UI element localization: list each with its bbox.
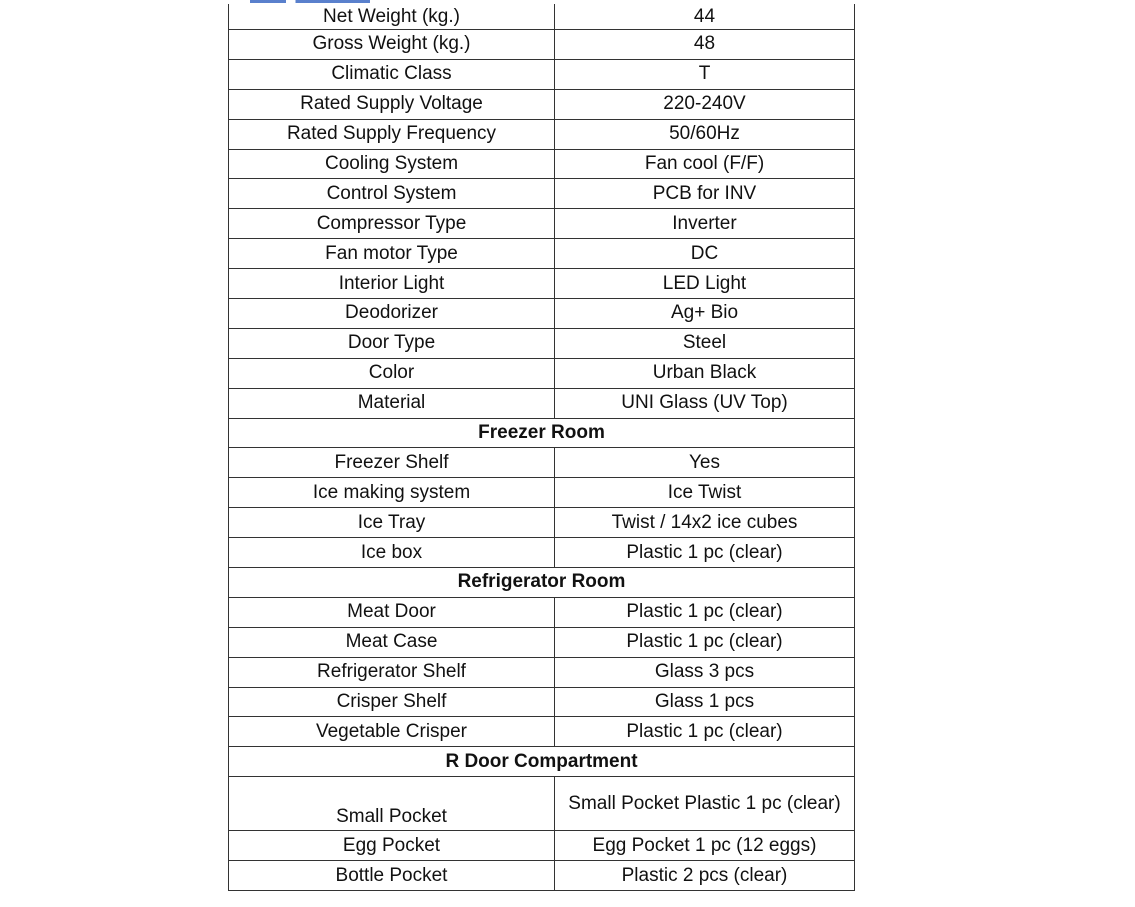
spec-label: Ice making system [229, 478, 555, 508]
spec-label: Fan motor Type [229, 239, 555, 269]
spec-value: Twist / 14x2 ice cubes [555, 508, 855, 538]
spec-value: Small Pocket Plastic 1 pc (clear) [555, 777, 855, 831]
spec-value: T [555, 59, 855, 89]
spec-value: 44 [555, 4, 855, 30]
table-row [229, 777, 855, 831]
spec-value: Plastic 1 pc (clear) [555, 597, 855, 627]
spec-value: UNI Glass (UV Top) [555, 388, 855, 418]
spec-value: Ice Twist [555, 478, 855, 508]
section-heading: R Door Compartment [229, 747, 855, 777]
section-row-freezer [229, 418, 855, 448]
spec-value: 48 [555, 30, 855, 60]
table-row [229, 627, 855, 657]
table-row [229, 831, 855, 861]
table-row [229, 328, 855, 358]
table-row [229, 4, 855, 30]
spec-value: Fan cool (F/F) [555, 149, 855, 179]
table-row [229, 508, 855, 538]
spec-value: 50/60Hz [555, 119, 855, 149]
section-heading: Refrigerator Room [229, 568, 855, 598]
table-row [229, 478, 855, 508]
spec-label: Interior Light [229, 269, 555, 299]
spec-label: Crisper Shelf [229, 687, 555, 717]
table-row [229, 119, 855, 149]
spec-label: Door Type [229, 328, 555, 358]
spec-value: Inverter [555, 209, 855, 239]
spec-label: Vegetable Crisper [229, 717, 555, 747]
spec-label: Ice box [229, 538, 555, 568]
table-row [229, 299, 855, 329]
spec-value: Urban Black [555, 358, 855, 388]
spec-label: Bottle Pocket [229, 861, 555, 891]
section-row-refrigerator [229, 568, 855, 598]
spec-value: Yes [555, 448, 855, 478]
spec-label: Compressor Type [229, 209, 555, 239]
spec-value: 220-240V [555, 89, 855, 119]
spec-label: Cooling System [229, 149, 555, 179]
spec-value: Egg Pocket 1 pc (12 eggs) [555, 831, 855, 861]
table-row [229, 239, 855, 269]
table-row [229, 179, 855, 209]
spec-label: Gross Weight (kg.) [229, 30, 555, 60]
spec-value: Plastic 1 pc (clear) [555, 717, 855, 747]
table-row [229, 597, 855, 627]
spec-label: Meat Door [229, 597, 555, 627]
table-row [229, 149, 855, 179]
section-row-door [229, 747, 855, 777]
spec-value: Ag+ Bio [555, 299, 855, 329]
table-row [229, 59, 855, 89]
spec-label: Small Pocket [229, 777, 555, 831]
section-heading: Freezer Room [229, 418, 855, 448]
table-row [229, 861, 855, 891]
spec-label: Net Weight (kg.) [229, 4, 555, 30]
spec-value: PCB for INV [555, 179, 855, 209]
spec-label: Rated Supply Voltage [229, 89, 555, 119]
table-row [229, 30, 855, 60]
table-row [229, 687, 855, 717]
spec-value: Plastic 2 pcs (clear) [555, 861, 855, 891]
spec-value: Glass 1 pcs [555, 687, 855, 717]
spec-label: Ice Tray [229, 508, 555, 538]
spec-label: Meat Case [229, 627, 555, 657]
table-row [229, 657, 855, 687]
spec-label: Material [229, 388, 555, 418]
spec-label: Control System [229, 179, 555, 209]
table-row [229, 269, 855, 299]
table-row [229, 89, 855, 119]
spec-label: Refrigerator Shelf [229, 657, 555, 687]
spec-label: Color [229, 358, 555, 388]
table-row [229, 448, 855, 478]
table-row [229, 388, 855, 418]
spec-label: Rated Supply Frequency [229, 119, 555, 149]
table-row [229, 717, 855, 747]
spec-label: Deodorizer [229, 299, 555, 329]
spec-value: Plastic 1 pc (clear) [555, 538, 855, 568]
spec-value: Glass 3 pcs [555, 657, 855, 687]
spec-value: Steel [555, 328, 855, 358]
spec-table [228, 4, 855, 891]
table-row [229, 538, 855, 568]
spec-value: DC [555, 239, 855, 269]
table-row [229, 209, 855, 239]
spec-label: Freezer Shelf [229, 448, 555, 478]
spec-label: Egg Pocket [229, 831, 555, 861]
spec-value: LED Light [555, 269, 855, 299]
spec-value: Plastic 1 pc (clear) [555, 627, 855, 657]
spec-label: Climatic Class [229, 59, 555, 89]
table-row [229, 358, 855, 388]
